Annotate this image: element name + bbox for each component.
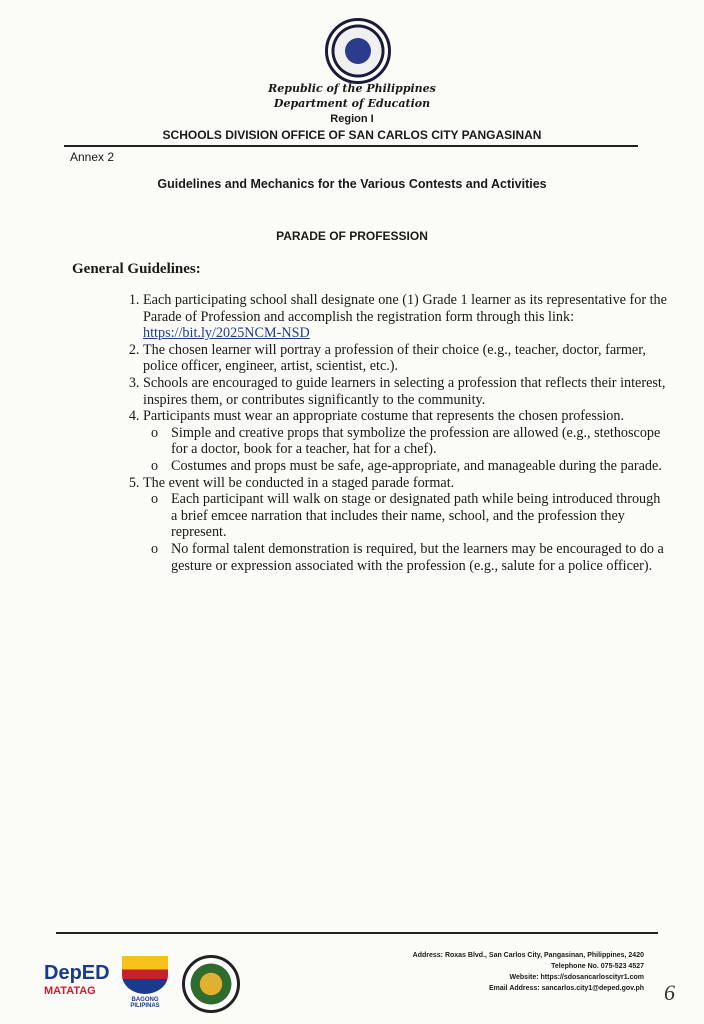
header-region: Region I [330, 113, 374, 125]
general-guidelines-heading: General Guidelines: [72, 261, 201, 277]
sdo-seal-logo [182, 955, 240, 1013]
footer-divider [56, 932, 658, 934]
sub-list-item: o No formal talent demonstration is required, but the learners may be encouraged to do a gesture or expression associated with the profession (e.g., salute for a police officer). [171, 541, 668, 574]
deped-matatag-logo: DepED MATATAG [44, 962, 110, 997]
sub-list-item: o Each participant will walk on stage or designated path while being introduced through a brief emcee narration that includes their name, school, and the profession they represent. [171, 491, 668, 541]
bagong-pilipinas-logo: BAGONG PILIPINAS [118, 956, 172, 1010]
sub-list-item: o Costumes and props must be safe, age-appropriate, and manageable during the parade. [171, 458, 668, 475]
footer-email: Email Address: sancarlos.city1@deped.gov.ph [488, 985, 644, 992]
header-republic: Republic of the Philippines [268, 82, 436, 95]
sub-list-item: o Simple and creative props that symbolize the profession are allowed (e.g., stethoscope for a doctor, book for a teacher, hat for a chef). [171, 425, 668, 458]
footer-address: Address: Roxas Blvd., San Carlos City, Pangasinan, Philippines, 2420 [412, 952, 644, 959]
footer-contact [413, 950, 644, 994]
list-item: 2. The chosen learner will portray a profession of their choice (e.g., teacher, doctor, farmer, police officer, engineer, artist, scientist, etc.). [143, 342, 668, 375]
registration-link[interactable]: https://bit.ly/2025NCM-NSD [143, 325, 310, 342]
footer-telephone: Telephone No. 075-523 4527 [551, 963, 644, 970]
document-title: Guidelines and Mechanics for the Various Contests and Activities [157, 177, 547, 191]
footer-website: Website: https://sdosancarloscityr1.com [509, 974, 644, 981]
page-number: 6 [664, 980, 675, 1005]
list-item: 3. Schools are encouraged to guide learners in selecting a profession that reflects their interest, inspires them, or contributes significantly to the community. [143, 375, 668, 408]
deped-seal-logo [325, 18, 391, 84]
section-title: PARADE OF PROFESSION [276, 229, 428, 243]
list-item: 5. The event will be conducted in a staged parade format. o Each participant will walk on stage or designated path while being introduced through a brief emcee narration that includes their name, school, and the profession they represent. o No formal talent demonstration is required, but the learners may be encouraged to do a gesture or expression associated with the profession (e.g., salute for a police officer). [143, 475, 668, 575]
list-item: 1. Each participating school shall designate one (1) Grade 1 learner as its representative for the Parade of Profession and accomplish the registration form through this link: https://bit.ly/2025NCM-NSD [143, 292, 668, 342]
header-divider [64, 145, 638, 147]
guidelines-list [108, 292, 668, 574]
header-office: SCHOOLS DIVISION OFFICE OF SAN CARLOS CITY PANGASINAN [162, 128, 542, 142]
annex-label: Annex 2 [70, 150, 115, 164]
list-item: 4. Participants must wear an appropriate costume that represents the chosen profession. o Simple and creative props that symbolize the profession are allowed (e.g., stethoscope for a doctor, book for a teacher, hat for a chef). o Costumes and props must be safe, age-appropriate, and manageable during the parade. [143, 408, 668, 474]
header-department: Department of Education [273, 97, 431, 110]
